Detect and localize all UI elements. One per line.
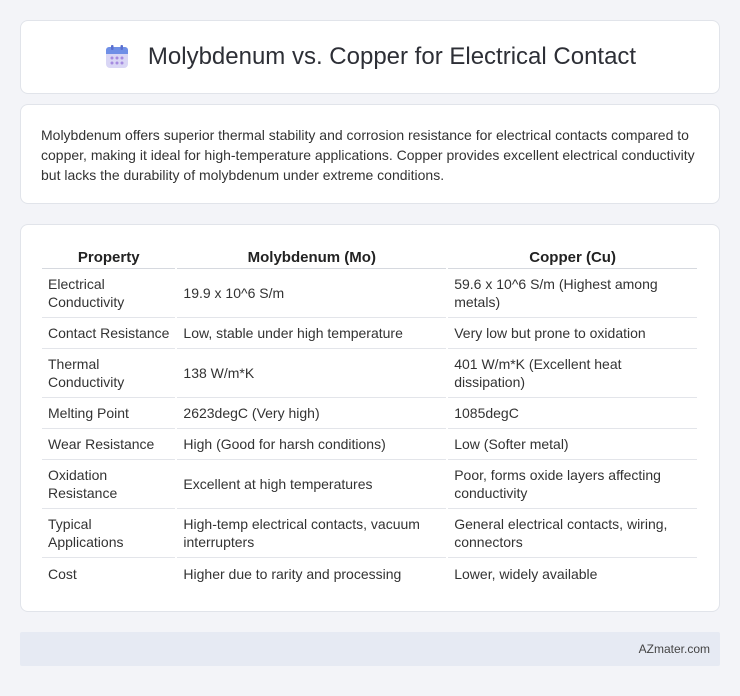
footer-source: AZmater.com: [638, 642, 710, 656]
table-row: [42, 398, 697, 429]
property-cell: Electrical Conductivity: [42, 269, 175, 318]
copper-cell: 1085degC: [448, 398, 697, 429]
header-copper: Copper (Cu): [448, 245, 697, 269]
table-row: [42, 460, 697, 509]
molybdenum-cell: High (Good for harsh conditions): [177, 429, 446, 460]
calendar-icon: [104, 44, 130, 70]
intro-card: [20, 104, 720, 204]
property-cell: Wear Resistance: [42, 429, 175, 460]
molybdenum-cell: Excellent at high temperatures: [177, 460, 446, 509]
copper-cell: Lower, widely available: [454, 565, 598, 582]
intro-text: Molybdenum offers superior thermal stability and corrosion resistance for electrical contacts compared to copper, making it ideal for high-temperature applications. Copper provides excellent electrical conductivity but lacks the durability of molybdenum under extreme conditions.: [41, 127, 695, 183]
table-row: [42, 349, 697, 398]
molybdenum-cell: High-temp electrical contacts, vacuum interrupters: [177, 509, 446, 558]
table-row: [42, 318, 697, 349]
molybdenum-cell: Low, stable under high temperature: [177, 318, 446, 349]
table-header-row: [42, 245, 697, 269]
property-cell: Typical Applications: [42, 509, 175, 558]
header-property: Property: [42, 245, 175, 269]
property-cell: Thermal Conductivity: [42, 349, 175, 398]
comparison-table: [40, 245, 699, 589]
molybdenum-cell: 138 W/m*K: [177, 349, 446, 398]
copper-cell: General electrical contacts, wiring, connectors: [448, 509, 697, 558]
property-cell: Melting Point: [42, 398, 175, 429]
copper-cell: 401 W/m*K (Excellent heat dissipation): [448, 349, 697, 398]
table-row: [42, 429, 697, 460]
footer: [20, 632, 720, 666]
copper-cell: Low (Softer metal): [448, 429, 697, 460]
table-card: [20, 224, 720, 612]
title-card: [20, 20, 720, 94]
table-row: [42, 509, 697, 558]
header-molybdenum: Molybdenum (Mo): [177, 245, 446, 269]
molybdenum-cell: 2623degC (Very high): [177, 398, 446, 429]
molybdenum-cell: 19.9 x 10^6 S/m: [177, 269, 446, 318]
copper-cell: Poor, forms oxide layers affecting conductivity: [448, 460, 697, 509]
page-title: Molybdenum vs. Copper for Electrical Contact: [147, 43, 637, 70]
title-wrap: [104, 43, 636, 71]
property-cell: Oxidation Resistance: [42, 460, 175, 509]
table-row: [42, 558, 697, 589]
copper-cell: 59.6 x 10^6 S/m (Highest among metals): [448, 269, 697, 318]
copper-cell: Very low but prone to oxidation: [448, 318, 697, 349]
property-cell: Contact Resistance: [42, 318, 175, 349]
property-cell: Cost: [48, 565, 77, 582]
molybdenum-cell: Higher due to rarity and processing: [183, 565, 402, 582]
table-row: [42, 269, 697, 318]
